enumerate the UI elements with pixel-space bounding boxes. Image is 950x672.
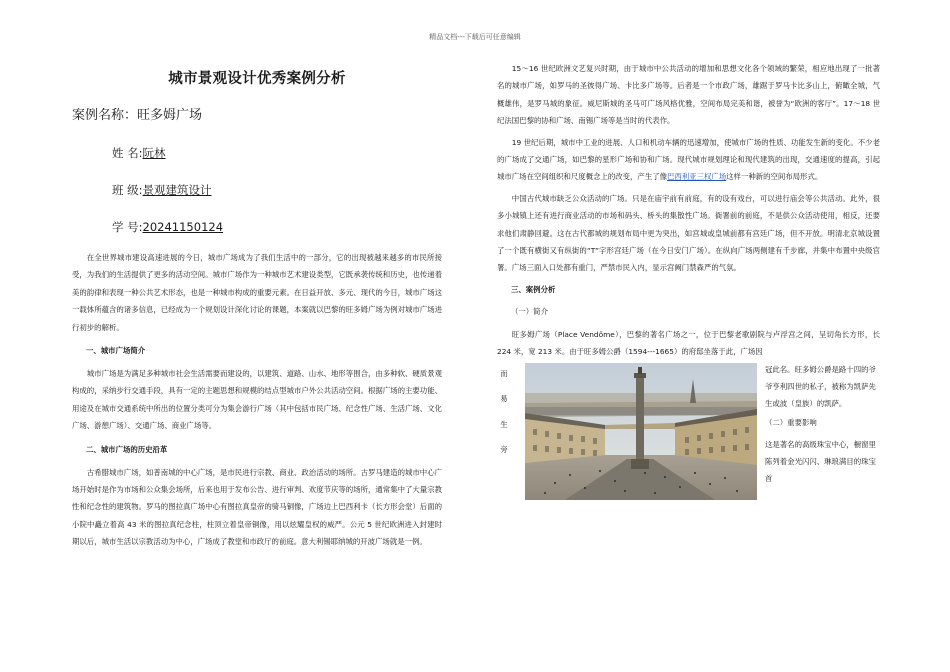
section-2-body: 古希腊城市广场，如普南城的中心广场，是市民进行宗教、商业、政治活动的场所。古罗马建造的城市中心广场开始时是作为市场和公众集会场所，后来也用于发布公告、进行审判、欢度节庆等的场所，通常集中了大量宗教性和纪念性的建筑物。罗马的图拉真广场中心有图拉真皇帝的骑马铜像，广场边上巴西利卡（长方形会堂）后面的小院中矗立着高 43 米的图拉真纪念柱，柱顶立着皇帝铜像，用以炫耀皇权的威严。公元 5 世纪欧洲进入封建时期以后，城市生活以宗教活动为中心，广场成了教堂和市政厅的前庭。意大利锡耶纳城的开波广场就是一例。 — [72, 467, 442, 547]
place-vendome-photo — [525, 363, 757, 500]
vendome-impact-text: 这是著名的高级珠宝中心，橱窗里陈列着金光闪闪、琳琅满目的珠宝首 — [765, 439, 876, 483]
modern-text-b: 这样一种新的空间布局形式。 — [726, 172, 823, 182]
side-char: 易 — [500, 394, 508, 404]
section-3-heading: 三、案例分析 — [511, 284, 556, 294]
name-value: 阮林 — [142, 146, 166, 160]
id-label: 学 号: — [112, 220, 143, 234]
case-name: 案例名称：旺多姆广场 — [72, 108, 203, 123]
name-label: 姓 名: — [112, 146, 143, 160]
section-2-heading: 二、城市广场的历史沿革 — [86, 444, 168, 454]
side-char: 生 — [500, 419, 508, 429]
document-title: 城市景观设计优秀案例分析 — [168, 71, 346, 87]
class-label: 班 级: — [112, 183, 143, 197]
place-vendome-illustration — [525, 363, 757, 500]
image-wrap-block — [497, 361, 880, 511]
class-value: 景观建筑设计 — [142, 183, 212, 197]
china-paragraph: 中国古代城市缺乏公众活动的广场。只是在庙宇前有前庭，有的设有戏台，可以进行庙会等公共活动。此外，很多小城镇上还有进行商业活动的市场和码头、桥头的集散性广场。衙署前的前庭，不是供公众活动使用，相反，还要求他们肃静回避。这在古代都城的规划布局中更为突出，如宫城或皇城前都有宫廷广场，但不开放。明清北京城设置了一个既有横街又有纵街的“T”字形宫廷广场（在今日安门广场）。在纵向广场两侧建有千步廊，并集中布置中央级官署。广场三面入口处都有重门，严禁市民入内，显示宫阙门禁森严的气氛。 — [497, 193, 880, 273]
wrap-text-column — [765, 361, 880, 487]
left-column — [72, 60, 442, 551]
modern-paragraph — [497, 134, 880, 186]
page-header: 精品文档---下载后可任意编辑 — [429, 33, 521, 41]
student-id-row — [112, 219, 442, 235]
vendome-intro-continued: 冠此名。旺多姆公爵是路十四的爷爷亨利四世的私子，被称为凯萨先生或波（皇族）的凯萨。 — [765, 364, 876, 409]
section-1-body: 城市广场是为满足多种城市社会生活需要而建设的，以建筑、道路、山水、地形等围合，由多种软、硬质景观构成的，采纳步行交通手段，具有一定的主题思想和规模的结点型城市户外公共活动空间。根据广场的主要功能、用途及在城市交通系统中所出的位置分类可分为集会游行广场（其中包括市民广场、纪念性广场、生活广场、文化广场、游憩广场）、交通广场、商业广场等。 — [72, 369, 442, 431]
renaissance-paragraph: 15～16 世纪欧洲文艺复兴时期，由于城市中公共活动的增加和思想文化各个领域的繁荣，相应地出现了一批著名的城市广场，如罗马的圣彼得广场、卡比多广场等。后者是一个市政广场，雄踞于罗马卡比多山上，俯瞰全城，气概雄伟，是罗马城的象征。威尼斯城的圣马可广场风格优雅，空间布局完美和谐，被誉为“欧洲的客厅”。17～18 世纪法国巴黎的协和广场、南锡广场等是当时的代表作。 — [497, 64, 880, 126]
side-characters — [497, 361, 511, 463]
right-column — [497, 60, 880, 511]
student-name-row — [112, 145, 442, 161]
id-value: 20241150124 — [142, 220, 224, 234]
side-char: 旁 — [500, 445, 508, 455]
side-char: 而 — [500, 368, 508, 378]
modern-text-a: 19 世纪后期，城市中工业的进展、人口和机动车辆的迅速增加，使城市广场的性质、功能发生新的变化。不少老的广场成了交通广场，如巴黎的星形广场和协和广场。现代城市规划理论和现代建筑的出现，交通速度的提高，引起城市广场在空间组织和尺度概念上的改变，产生了像 — [497, 137, 880, 182]
subsection-intro-heading: （一）简介 — [511, 306, 548, 316]
intro-paragraph: 在全世界城市建设高速进展的今日，城市广场成为了我们生活中的一部分，它的出现被越来越多的市民所接受，为我们的生活提供了更多的活动空间。城市广场作为一种城市艺术建设类型，它既承袭传统和历史，也传递着美的韵律和表现一种公共艺术形态，也是一种城市构成的重要元素。在日益开放、多元、现代的今日，城市广场这一载体所蕴含的诸多信息，已经成为一个规划设计深化讨论的课题，本案就以巴黎的旺多姆广场为例对城市广场进行初步的解析。 — [72, 253, 442, 332]
vendome-intro-paragraph: 旺多姆广场（Place Vendôme），巴黎的著名广场之一，位于巴黎老歌剧院与卢浮宫之间，呈切角长方形，长 224 米，宽 213 米。由于旺多姆公爵（1594---1665）的府邸坐落于此，广场因 — [497, 329, 880, 357]
section-1-heading: 一、城市广场简介 — [86, 346, 146, 356]
brasilia-square-link[interactable]: 巴西利亚三权广场 — [667, 172, 727, 182]
subsection-impact-heading: （二）重要影响 — [765, 418, 817, 428]
class-row — [112, 182, 442, 198]
